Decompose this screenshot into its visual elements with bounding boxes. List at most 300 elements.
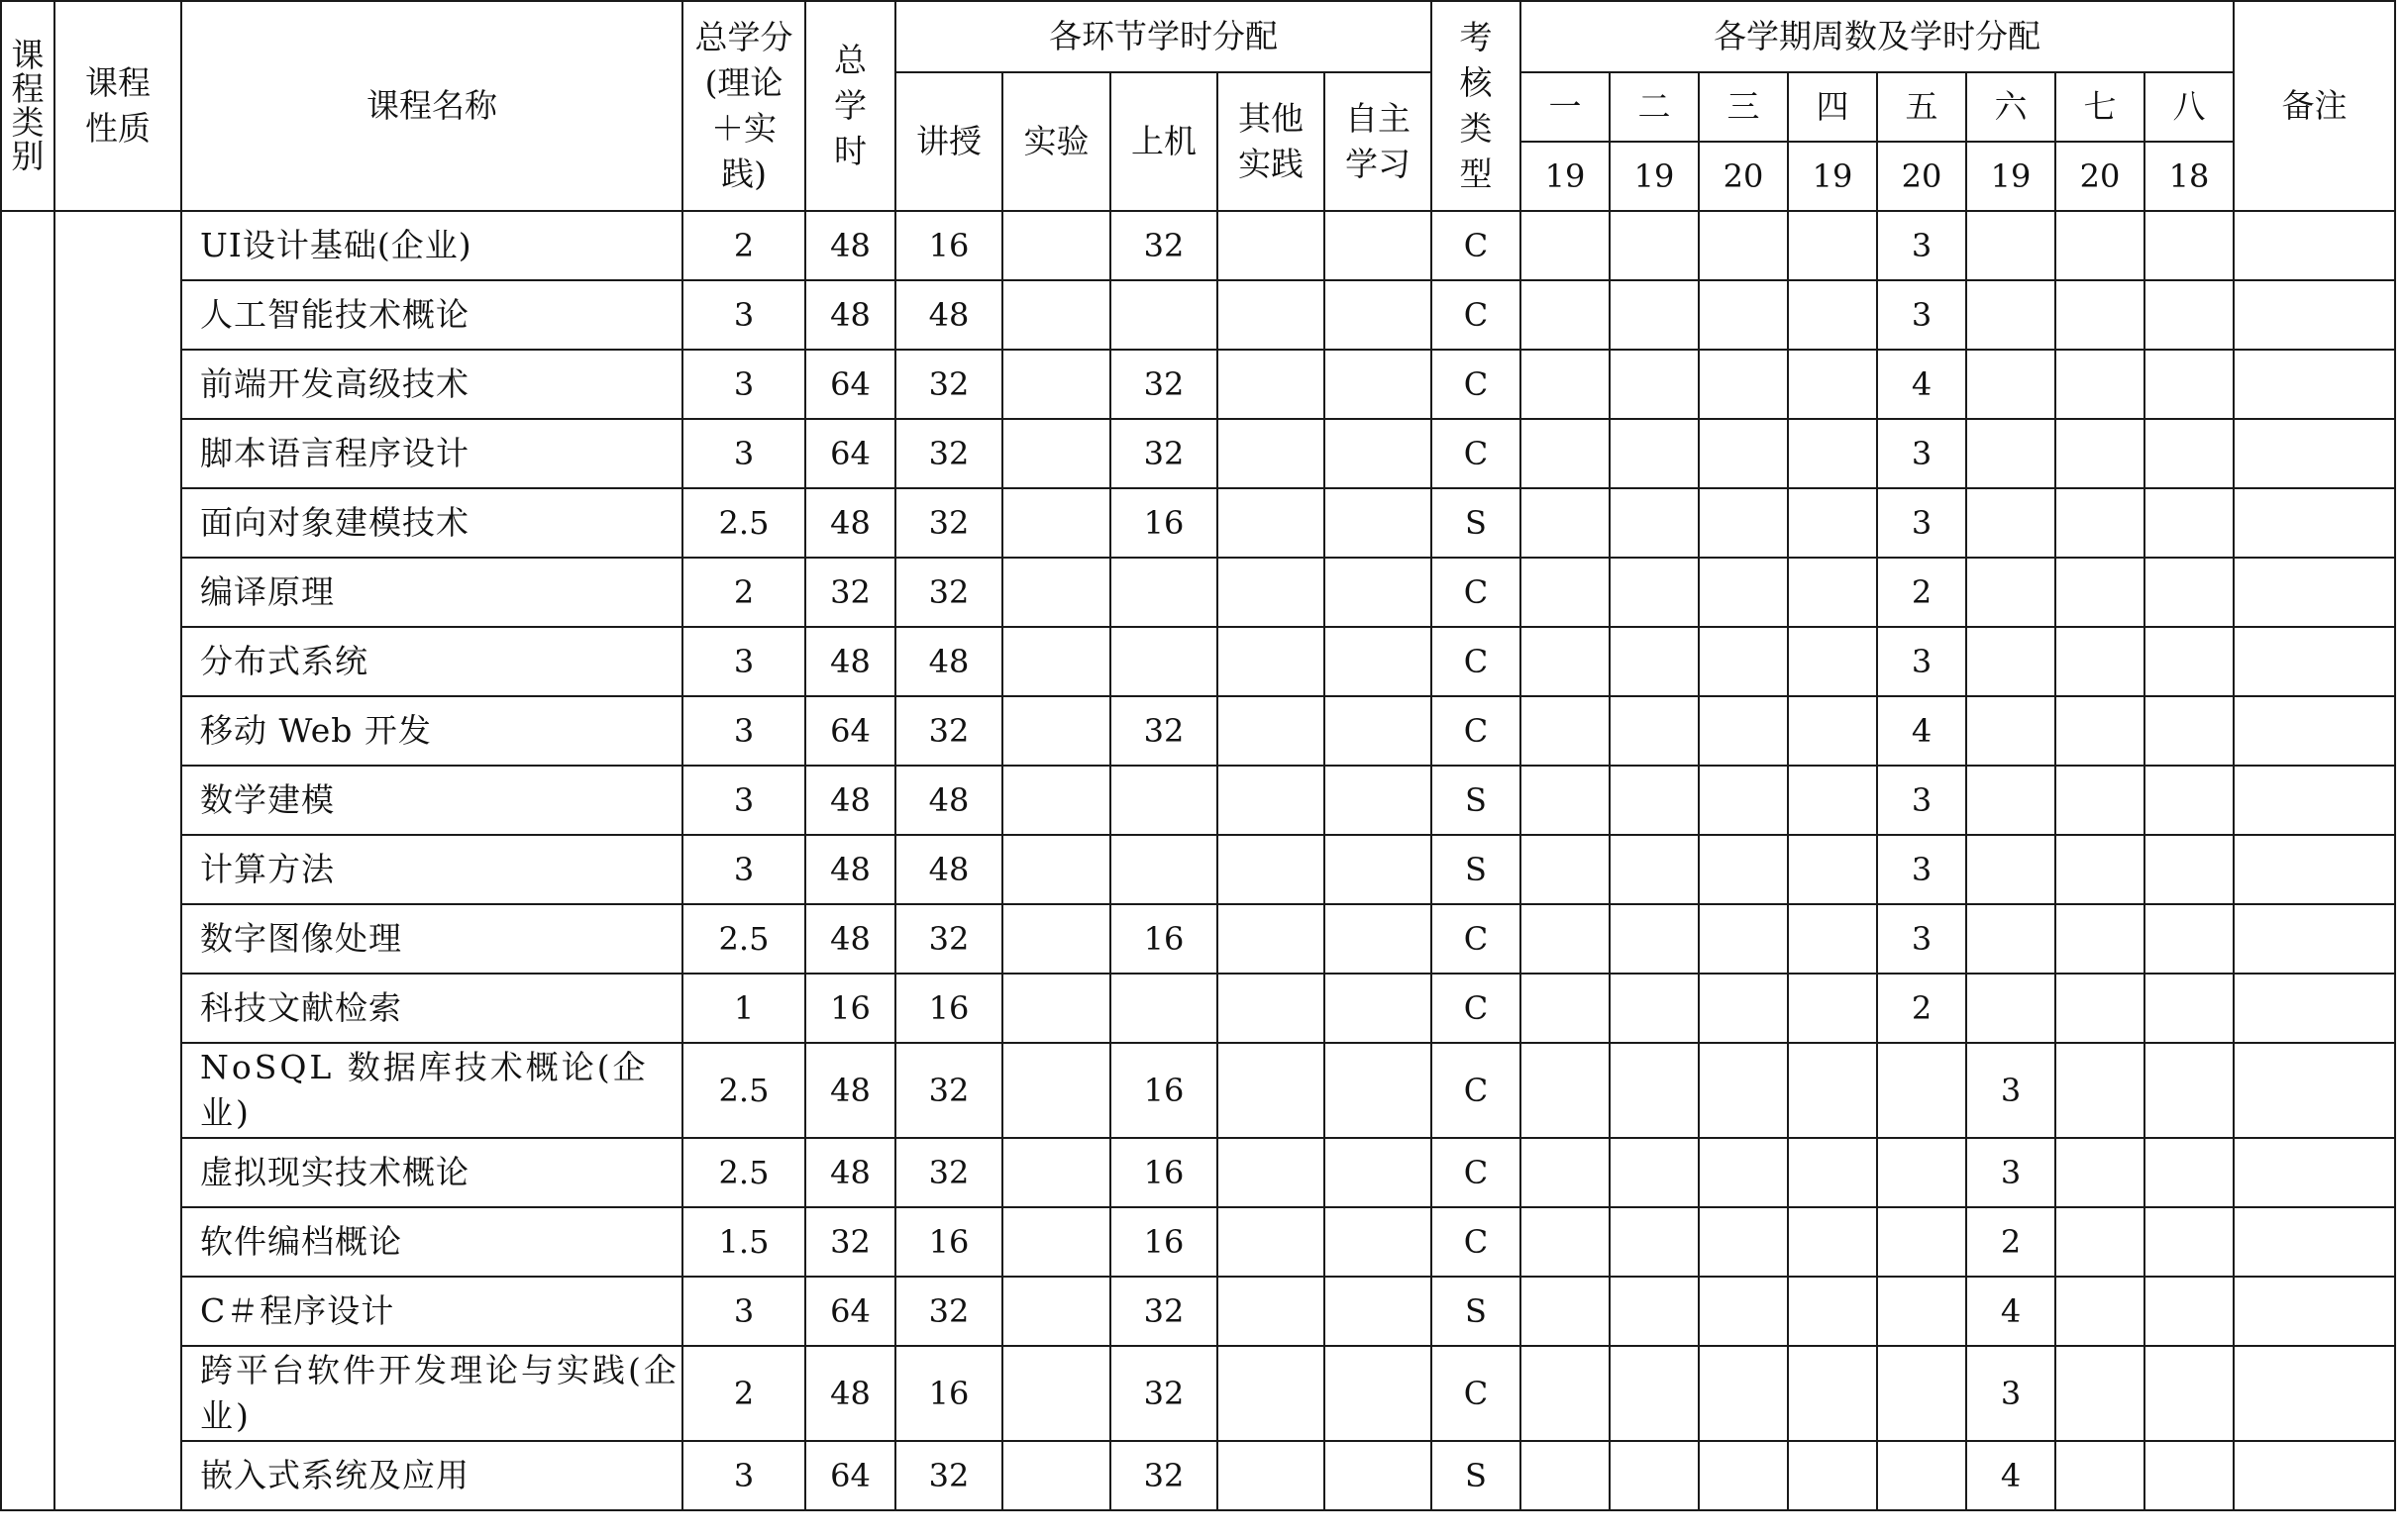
lecture-hours-cell: 32 xyxy=(895,1277,1002,1346)
other-practice-cell xyxy=(1217,419,1324,488)
semester-1-hours-cell xyxy=(1520,904,1610,974)
course-name-cell: 嵌入式系统及应用 xyxy=(181,1441,682,1510)
table-row xyxy=(1,1277,2395,1346)
semester-3-hours-cell xyxy=(1699,835,1788,904)
semester-2-hours-cell xyxy=(1610,280,1699,350)
semester-4-hours-cell xyxy=(1788,1346,1877,1441)
credits-cell: 3 xyxy=(682,419,805,488)
hours-cell: 64 xyxy=(805,1441,895,1510)
semester-8-hours-cell xyxy=(2144,1441,2234,1510)
remarks-cell xyxy=(2234,835,2395,904)
semester-7-hours-cell xyxy=(2055,1138,2144,1207)
lab-hours-cell xyxy=(1002,1346,1110,1441)
semester-1-hours-cell xyxy=(1520,558,1610,627)
header-semester-2: 二 xyxy=(1610,72,1699,142)
credits-cell: 3 xyxy=(682,696,805,766)
semester-3-hours-cell xyxy=(1699,1138,1788,1207)
other-practice-cell xyxy=(1217,350,1324,419)
course-name-cell: 面向对象建模技术 xyxy=(181,488,682,558)
computer-hours-cell: 32 xyxy=(1110,211,1217,280)
remarks-cell xyxy=(2234,627,2395,696)
table-row xyxy=(1,280,2395,350)
semester-8-hours-cell xyxy=(2144,419,2234,488)
semester-7-hours-cell xyxy=(2055,488,2144,558)
semester-6-hours-cell: 4 xyxy=(1966,1277,2055,1346)
semester-6-hours-cell xyxy=(1966,211,2055,280)
semester-4-hours-cell xyxy=(1788,696,1877,766)
assessment-cell: C xyxy=(1431,350,1520,419)
semester-5-hours-cell: 3 xyxy=(1877,419,1966,488)
course-name-cell: 人工智能技术概论 xyxy=(181,280,682,350)
computer-hours-cell: 32 xyxy=(1110,419,1217,488)
assessment-cell: S xyxy=(1431,1441,1520,1510)
assessment-cell: C xyxy=(1431,904,1520,974)
semester-6-hours-cell xyxy=(1966,350,2055,419)
lab-hours-cell xyxy=(1002,488,1110,558)
semester-8-hours-cell xyxy=(2144,974,2234,1043)
remarks-cell xyxy=(2234,488,2395,558)
semester-2-hours-cell xyxy=(1610,974,1699,1043)
course-name-cell: C＃程序设计 xyxy=(181,1277,682,1346)
semester-4-hours-cell xyxy=(1788,280,1877,350)
semester-1-hours-cell xyxy=(1520,280,1610,350)
credits-cell: 2.5 xyxy=(682,488,805,558)
table-row xyxy=(1,627,2395,696)
self-study-cell xyxy=(1324,211,1431,280)
semester-3-hours-cell xyxy=(1699,696,1788,766)
semester-1-hours-cell xyxy=(1520,1207,1610,1277)
semester-7-hours-cell xyxy=(2055,1346,2144,1441)
other-practice-cell xyxy=(1217,974,1324,1043)
lab-hours-cell xyxy=(1002,835,1110,904)
assessment-cell: C xyxy=(1431,696,1520,766)
semester-4-hours-cell xyxy=(1788,558,1877,627)
hours-cell: 48 xyxy=(805,280,895,350)
course-name-cell: 移动 Web 开发 xyxy=(181,696,682,766)
hours-cell: 32 xyxy=(805,558,895,627)
semester-7-hours-cell xyxy=(2055,558,2144,627)
semester-8-hours-cell xyxy=(2144,835,2234,904)
course-name-cell: 科技文献检索 xyxy=(181,974,682,1043)
lecture-hours-cell: 48 xyxy=(895,280,1002,350)
self-study-cell xyxy=(1324,1138,1431,1207)
semester-8-hours-cell xyxy=(2144,211,2234,280)
credits-cell: 2.5 xyxy=(682,1043,805,1138)
semester-8-hours-cell xyxy=(2144,904,2234,974)
semester-4-hours-cell xyxy=(1788,627,1877,696)
semester-3-hours-cell xyxy=(1699,211,1788,280)
semester-6-hours-cell xyxy=(1966,835,2055,904)
hours-cell: 64 xyxy=(805,1277,895,1346)
semester-6-hours-cell xyxy=(1966,488,2055,558)
semester-5-hours-cell: 3 xyxy=(1877,627,1966,696)
semester-3-hours-cell xyxy=(1699,1277,1788,1346)
semester-6-hours-cell xyxy=(1966,627,2055,696)
lecture-hours-cell: 48 xyxy=(895,835,1002,904)
credits-cell: 2 xyxy=(682,558,805,627)
computer-hours-cell xyxy=(1110,558,1217,627)
semester-2-hours-cell xyxy=(1610,419,1699,488)
semester-5-hours-cell: 3 xyxy=(1877,488,1966,558)
remarks-cell xyxy=(2234,1441,2395,1510)
lab-hours-cell xyxy=(1002,974,1110,1043)
computer-hours-cell: 32 xyxy=(1110,696,1217,766)
hours-cell: 48 xyxy=(805,1043,895,1138)
semester-5-hours-cell xyxy=(1877,1138,1966,1207)
semester-1-hours-cell xyxy=(1520,766,1610,835)
semester-8-hours-cell xyxy=(2144,627,2234,696)
semester-3-hours-cell xyxy=(1699,1441,1788,1510)
hours-cell: 48 xyxy=(805,211,895,280)
computer-hours-cell: 32 xyxy=(1110,1346,1217,1441)
semester-7-hours-cell xyxy=(2055,1207,2144,1277)
semester-4-hours-cell xyxy=(1788,904,1877,974)
lecture-hours-cell: 32 xyxy=(895,1043,1002,1138)
semester-4-hours-cell xyxy=(1788,1207,1877,1277)
course-name-cell: 脚本语言程序设计 xyxy=(181,419,682,488)
semester-4-hours-cell xyxy=(1788,1043,1877,1138)
assessment-cell: C xyxy=(1431,1346,1520,1441)
semester-7-hours-cell xyxy=(2055,350,2144,419)
lecture-hours-cell: 32 xyxy=(895,904,1002,974)
semester-3-hours-cell xyxy=(1699,974,1788,1043)
other-practice-cell xyxy=(1217,627,1324,696)
semester-8-hours-cell xyxy=(2144,280,2234,350)
computer-hours-cell: 16 xyxy=(1110,488,1217,558)
table-row xyxy=(1,696,2395,766)
semester-4-hours-cell xyxy=(1788,419,1877,488)
header-semester-7: 七 xyxy=(2055,72,2144,142)
table-row xyxy=(1,835,2395,904)
semester-6-hours-cell xyxy=(1966,766,2055,835)
course-name-cell: 跨平台软件开发理论与实践(企业) xyxy=(181,1346,682,1441)
semester-6-hours-cell xyxy=(1966,904,2055,974)
lecture-hours-cell: 32 xyxy=(895,419,1002,488)
semester-7-hours-cell xyxy=(2055,1441,2144,1510)
semester-5-hours-cell: 2 xyxy=(1877,974,1966,1043)
table-row xyxy=(1,1441,2395,1510)
semester-6-hours-cell xyxy=(1966,974,2055,1043)
self-study-cell xyxy=(1324,696,1431,766)
credits-cell: 3 xyxy=(682,835,805,904)
other-practice-cell xyxy=(1217,696,1324,766)
remarks-cell xyxy=(2234,211,2395,280)
course-name-cell: 分布式系统 xyxy=(181,627,682,696)
semester-2-hours-cell xyxy=(1610,1346,1699,1441)
semester-2-hours-cell xyxy=(1610,1207,1699,1277)
lecture-hours-cell: 32 xyxy=(895,696,1002,766)
other-practice-cell xyxy=(1217,1138,1324,1207)
hours-cell: 48 xyxy=(805,627,895,696)
semester-2-hours-cell xyxy=(1610,350,1699,419)
computer-hours-cell xyxy=(1110,627,1217,696)
header-assessment: 考核类型 xyxy=(1431,1,1520,211)
lecture-hours-cell: 16 xyxy=(895,1207,1002,1277)
semester-8-hours-cell xyxy=(2144,696,2234,766)
semester-3-hours-cell xyxy=(1699,1346,1788,1441)
assessment-cell: S xyxy=(1431,835,1520,904)
self-study-cell xyxy=(1324,1441,1431,1510)
semester-7-hours-cell xyxy=(2055,766,2144,835)
semester-3-hours-cell xyxy=(1699,419,1788,488)
header-weeks-7: 20 xyxy=(2055,142,2144,211)
semester-7-hours-cell xyxy=(2055,627,2144,696)
semester-7-hours-cell xyxy=(2055,1043,2144,1138)
semester-8-hours-cell xyxy=(2144,1138,2234,1207)
assessment-cell: S xyxy=(1431,488,1520,558)
semester-6-hours-cell: 4 xyxy=(1966,1441,2055,1510)
semester-5-hours-cell: 4 xyxy=(1877,696,1966,766)
hours-cell: 48 xyxy=(805,904,895,974)
computer-hours-cell: 16 xyxy=(1110,1138,1217,1207)
semester-2-hours-cell xyxy=(1610,696,1699,766)
header-semester-6: 六 xyxy=(1966,72,2055,142)
assessment-cell: C xyxy=(1431,211,1520,280)
semester-1-hours-cell xyxy=(1520,419,1610,488)
course-name-cell: 软件编档概论 xyxy=(181,1207,682,1277)
category-cell xyxy=(1,211,54,1510)
header-semester-1: 一 xyxy=(1520,72,1610,142)
computer-hours-cell: 32 xyxy=(1110,350,1217,419)
lab-hours-cell xyxy=(1002,766,1110,835)
header-weeks-5: 20 xyxy=(1877,142,1966,211)
course-name-cell: 编译原理 xyxy=(181,558,682,627)
lecture-hours-cell: 32 xyxy=(895,350,1002,419)
credits-cell: 2.5 xyxy=(682,1138,805,1207)
other-practice-cell xyxy=(1217,558,1324,627)
semester-5-hours-cell: 3 xyxy=(1877,280,1966,350)
semester-8-hours-cell xyxy=(2144,558,2234,627)
semester-7-hours-cell xyxy=(2055,835,2144,904)
lab-hours-cell xyxy=(1002,1441,1110,1510)
semester-2-hours-cell xyxy=(1610,558,1699,627)
self-study-cell xyxy=(1324,974,1431,1043)
semester-7-hours-cell xyxy=(2055,904,2144,974)
hours-cell: 48 xyxy=(805,835,895,904)
semester-3-hours-cell xyxy=(1699,350,1788,419)
semester-4-hours-cell xyxy=(1788,766,1877,835)
semester-1-hours-cell xyxy=(1520,350,1610,419)
header-weeks-6: 19 xyxy=(1966,142,2055,211)
table-row xyxy=(1,904,2395,974)
assessment-cell: C xyxy=(1431,558,1520,627)
semester-4-hours-cell xyxy=(1788,350,1877,419)
semester-6-hours-cell: 3 xyxy=(1966,1346,2055,1441)
computer-hours-cell: 16 xyxy=(1110,904,1217,974)
header-weeks-2: 19 xyxy=(1610,142,1699,211)
semester-7-hours-cell xyxy=(2055,280,2144,350)
lab-hours-cell xyxy=(1002,904,1110,974)
lecture-hours-cell: 32 xyxy=(895,1138,1002,1207)
lecture-hours-cell: 48 xyxy=(895,766,1002,835)
nature-cell xyxy=(54,211,181,1510)
self-study-cell xyxy=(1324,1207,1431,1277)
course-rows xyxy=(1,211,2395,1510)
semester-2-hours-cell xyxy=(1610,904,1699,974)
semester-6-hours-cell: 2 xyxy=(1966,1207,2055,1277)
remarks-cell xyxy=(2234,974,2395,1043)
other-practice-cell xyxy=(1217,211,1324,280)
semester-2-hours-cell xyxy=(1610,211,1699,280)
semester-3-hours-cell xyxy=(1699,558,1788,627)
credits-cell: 3 xyxy=(682,627,805,696)
semester-4-hours-cell xyxy=(1788,835,1877,904)
lab-hours-cell xyxy=(1002,696,1110,766)
credits-cell: 2.5 xyxy=(682,904,805,974)
hours-cell: 48 xyxy=(805,488,895,558)
header-course-name: 课程名称 xyxy=(181,1,682,211)
self-study-cell xyxy=(1324,835,1431,904)
computer-hours-cell: 16 xyxy=(1110,1207,1217,1277)
semester-5-hours-cell: 4 xyxy=(1877,350,1966,419)
semester-7-hours-cell xyxy=(2055,211,2144,280)
remarks-cell xyxy=(2234,558,2395,627)
table-row xyxy=(1,974,2395,1043)
semester-5-hours-cell xyxy=(1877,1277,1966,1346)
header-session-alloc: 各环节学时分配 xyxy=(895,1,1431,72)
self-study-cell xyxy=(1324,1043,1431,1138)
semester-4-hours-cell xyxy=(1788,1138,1877,1207)
semester-1-hours-cell xyxy=(1520,627,1610,696)
hours-cell: 48 xyxy=(805,766,895,835)
semester-1-hours-cell xyxy=(1520,835,1610,904)
header-total-credits: 总学分(理论＋实践) xyxy=(682,1,805,211)
table-row xyxy=(1,1346,2395,1441)
lab-hours-cell xyxy=(1002,627,1110,696)
semester-7-hours-cell xyxy=(2055,974,2144,1043)
self-study-cell xyxy=(1324,558,1431,627)
hours-cell: 16 xyxy=(805,974,895,1043)
header-session-other: 其他实践 xyxy=(1217,72,1324,211)
credits-cell: 3 xyxy=(682,1441,805,1510)
semester-1-hours-cell xyxy=(1520,1346,1610,1441)
semester-6-hours-cell: 3 xyxy=(1966,1138,2055,1207)
semester-8-hours-cell xyxy=(2144,488,2234,558)
table-row xyxy=(1,1043,2395,1138)
self-study-cell xyxy=(1324,1346,1431,1441)
semester-5-hours-cell: 3 xyxy=(1877,766,1966,835)
computer-hours-cell xyxy=(1110,280,1217,350)
assessment-cell: C xyxy=(1431,419,1520,488)
semester-1-hours-cell xyxy=(1520,1043,1610,1138)
remarks-cell xyxy=(2234,280,2395,350)
header-nature: 课程性质 xyxy=(54,1,181,211)
semester-6-hours-cell xyxy=(1966,558,2055,627)
semester-3-hours-cell xyxy=(1699,766,1788,835)
self-study-cell xyxy=(1324,1277,1431,1346)
other-practice-cell xyxy=(1217,1346,1324,1441)
header-total-hours: 总学时 xyxy=(805,1,895,211)
semester-5-hours-cell: 3 xyxy=(1877,835,1966,904)
credits-cell: 1 xyxy=(682,974,805,1043)
semester-7-hours-cell xyxy=(2055,696,2144,766)
semester-1-hours-cell xyxy=(1520,488,1610,558)
semester-6-hours-cell xyxy=(1966,280,2055,350)
course-name-cell: 数字图像处理 xyxy=(181,904,682,974)
semester-2-hours-cell xyxy=(1610,488,1699,558)
credits-cell: 1.5 xyxy=(682,1207,805,1277)
table-row xyxy=(1,766,2395,835)
semester-6-hours-cell: 3 xyxy=(1966,1043,2055,1138)
semester-2-hours-cell xyxy=(1610,835,1699,904)
computer-hours-cell: 16 xyxy=(1110,1043,1217,1138)
self-study-cell xyxy=(1324,280,1431,350)
computer-hours-cell xyxy=(1110,835,1217,904)
lab-hours-cell xyxy=(1002,419,1110,488)
semester-2-hours-cell xyxy=(1610,1277,1699,1346)
self-study-cell xyxy=(1324,766,1431,835)
other-practice-cell xyxy=(1217,488,1324,558)
other-practice-cell xyxy=(1217,766,1324,835)
semester-4-hours-cell xyxy=(1788,211,1877,280)
header-semester-5: 五 xyxy=(1877,72,1966,142)
hours-cell: 64 xyxy=(805,419,895,488)
remarks-cell xyxy=(2234,1138,2395,1207)
semester-2-hours-cell xyxy=(1610,766,1699,835)
other-practice-cell xyxy=(1217,904,1324,974)
header-weeks-8: 18 xyxy=(2144,142,2234,211)
credits-cell: 3 xyxy=(682,766,805,835)
course-name-cell: 计算方法 xyxy=(181,835,682,904)
header-semester-8: 八 xyxy=(2144,72,2234,142)
credits-cell: 2 xyxy=(682,1346,805,1441)
table-row xyxy=(1,558,2395,627)
lab-hours-cell xyxy=(1002,211,1110,280)
remarks-cell xyxy=(2234,1207,2395,1277)
hours-cell: 64 xyxy=(805,350,895,419)
semester-3-hours-cell xyxy=(1699,627,1788,696)
semester-5-hours-cell: 2 xyxy=(1877,558,1966,627)
semester-4-hours-cell xyxy=(1788,974,1877,1043)
semester-3-hours-cell xyxy=(1699,1207,1788,1277)
remarks-cell xyxy=(2234,904,2395,974)
assessment-cell: C xyxy=(1431,974,1520,1043)
other-practice-cell xyxy=(1217,1441,1324,1510)
semester-4-hours-cell xyxy=(1788,488,1877,558)
lab-hours-cell xyxy=(1002,1043,1110,1138)
table-row xyxy=(1,211,2395,280)
assessment-cell: C xyxy=(1431,627,1520,696)
header-session-computer: 上机 xyxy=(1110,72,1217,211)
other-practice-cell xyxy=(1217,1043,1324,1138)
header-session-lab: 实验 xyxy=(1002,72,1110,211)
course-name-cell: 虚拟现实技术概论 xyxy=(181,1138,682,1207)
assessment-cell: C xyxy=(1431,1138,1520,1207)
hours-cell: 64 xyxy=(805,696,895,766)
semester-1-hours-cell xyxy=(1520,974,1610,1043)
remarks-cell xyxy=(2234,1346,2395,1441)
semester-8-hours-cell xyxy=(2144,766,2234,835)
computer-hours-cell xyxy=(1110,766,1217,835)
semester-1-hours-cell xyxy=(1520,1277,1610,1346)
table-row xyxy=(1,350,2395,419)
semester-5-hours-cell xyxy=(1877,1207,1966,1277)
self-study-cell xyxy=(1324,350,1431,419)
remarks-cell xyxy=(2234,1277,2395,1346)
credits-cell: 2 xyxy=(682,211,805,280)
semester-5-hours-cell: 3 xyxy=(1877,904,1966,974)
semester-1-hours-cell xyxy=(1520,1138,1610,1207)
semester-6-hours-cell xyxy=(1966,419,2055,488)
lab-hours-cell xyxy=(1002,1277,1110,1346)
other-practice-cell xyxy=(1217,280,1324,350)
header-weeks-1: 19 xyxy=(1520,142,1610,211)
semester-5-hours-cell xyxy=(1877,1346,1966,1441)
other-practice-cell xyxy=(1217,1207,1324,1277)
computer-hours-cell: 32 xyxy=(1110,1277,1217,1346)
other-practice-cell xyxy=(1217,835,1324,904)
hours-cell: 32 xyxy=(805,1207,895,1277)
